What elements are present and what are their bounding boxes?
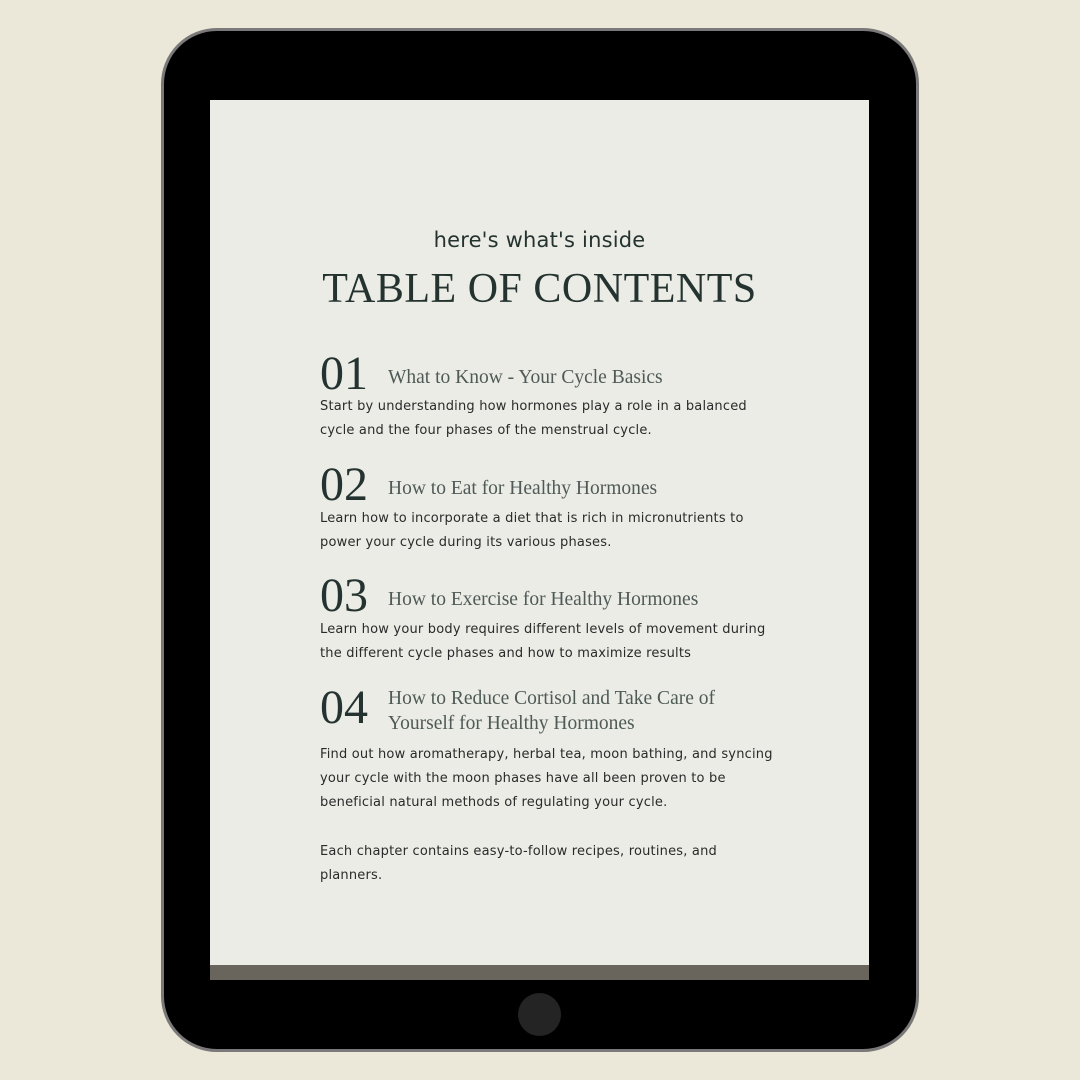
- chapter-description: Start by understanding how hormones play a role in a balanced cycle and the four phases of the menstrual cycle.: [320, 399, 747, 438]
- chapter-title: What to Know - Your Cycle Basics: [388, 367, 663, 388]
- page-title: TABLE OF CONTENTS: [322, 266, 757, 312]
- closing-note: Each chapter contains easy-to-follow recipes, routines, and planners.: [320, 844, 717, 883]
- page-subtitle: here's what's inside: [433, 228, 646, 252]
- home-button[interactable]: [518, 993, 561, 1036]
- screen-bottom-bar: [210, 965, 869, 980]
- chapter-number: 03: [320, 569, 368, 622]
- chapter-number: 02: [320, 458, 368, 511]
- chapter-title: How to Eat for Healthy Hormones: [388, 478, 658, 499]
- chapter-title: How to Exercise for Healthy Hormones: [388, 589, 699, 610]
- chapter-number: 01: [320, 347, 368, 400]
- chapter-description: Learn how to incorporate a diet that is rich in micronutrients to power your cycle during its various phases.: [320, 511, 744, 550]
- chapter-number: 04: [320, 681, 368, 734]
- chapter-title: How to Reduce Cortisol and Take Care of Yourself for Healthy Hormones: [388, 688, 715, 734]
- tablet-screen: [210, 100, 869, 980]
- chapter-description: Learn how your body requires different levels of movement during the different cycle phases and how to maximize results: [320, 622, 766, 661]
- chapter-description: Find out how aromatherapy, herbal tea, moon bathing, and syncing your cycle with the moon phases have all been proven to be beneficial natural methods of regulating your cycle.: [320, 747, 773, 810]
